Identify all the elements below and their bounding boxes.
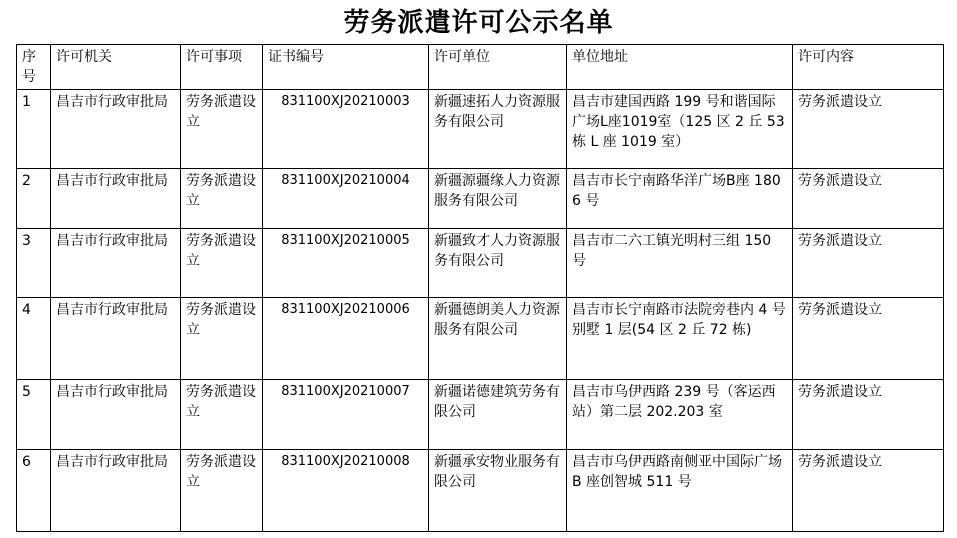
permit-table — [16, 44, 944, 532]
cell-content: 劳务派遣设立 — [793, 90, 944, 169]
table-row — [17, 380, 944, 450]
cell-unit: 新疆承安物业服务有限公司 — [429, 450, 567, 532]
cell-address: 昌吉市乌伊西路南侧亚中国际广场 B 座创智城 511 号 — [567, 450, 793, 532]
table-row — [17, 298, 944, 380]
cell-unit: 新疆源疆缘人力资源服务有限公司 — [429, 169, 567, 229]
cell-item: 劳务派遣设立 — [181, 298, 263, 380]
header-unit: 许可单位 — [429, 45, 567, 90]
header-item: 许可事项 — [181, 45, 263, 90]
cell-seq: 4 — [17, 298, 51, 380]
table-row — [17, 450, 944, 532]
cell-authority: 昌吉市行政审批局 — [51, 90, 181, 169]
header-content: 许可内容 — [793, 45, 944, 90]
header-authority: 许可机关 — [51, 45, 181, 90]
cell-unit: 新疆德朗美人力资源服务有限公司 — [429, 298, 567, 380]
cell-authority: 昌吉市行政审批局 — [51, 450, 181, 532]
cell-authority: 昌吉市行政审批局 — [51, 229, 181, 298]
table-header-row — [17, 45, 944, 90]
cell-cert: 831100XJ20210003 — [263, 90, 429, 169]
cell-item: 劳务派遣设立 — [181, 90, 263, 169]
cell-unit: 新疆速拓人力资源服务有限公司 — [429, 90, 567, 169]
cell-seq: 6 — [17, 450, 51, 532]
table-row — [17, 90, 944, 169]
cell-content: 劳务派遣设立 — [793, 450, 944, 532]
cell-content: 劳务派遣设立 — [793, 229, 944, 298]
header-cert: 证书编号 — [263, 45, 429, 90]
cell-address: 昌吉市长宁南路华洋广场B座 1806 号 — [567, 169, 793, 229]
cell-authority: 昌吉市行政审批局 — [51, 169, 181, 229]
cell-unit: 新疆致才人力资源服务有限公司 — [429, 229, 567, 298]
cell-content: 劳务派遣设立 — [793, 380, 944, 450]
table-row — [17, 229, 944, 298]
cell-cert: 831100XJ20210005 — [263, 229, 429, 298]
cell-seq: 3 — [17, 229, 51, 298]
cell-item: 劳务派遣设立 — [181, 229, 263, 298]
header-address: 单位地址 — [567, 45, 793, 90]
cell-cert: 831100XJ20210004 — [263, 169, 429, 229]
table-row — [17, 169, 944, 229]
cell-authority: 昌吉市行政审批局 — [51, 298, 181, 380]
header-seq: 序号 — [17, 45, 51, 90]
cell-cert: 831100XJ20210008 — [263, 450, 429, 532]
cell-address: 昌吉市乌伊西路 239 号（客运西站）第二层 202.203 室 — [567, 380, 793, 450]
cell-seq: 5 — [17, 380, 51, 450]
cell-seq: 1 — [17, 90, 51, 169]
cell-item: 劳务派遣设立 — [181, 450, 263, 532]
cell-address: 昌吉市建国西路 199 号和谐国际广场L座1019室（125 区 2 丘 53 栋 L 座 1019 室） — [567, 90, 793, 169]
cell-content: 劳务派遣设立 — [793, 169, 944, 229]
cell-cert: 831100XJ20210007 — [263, 380, 429, 450]
cell-unit: 新疆诺德建筑劳务有限公司 — [429, 380, 567, 450]
cell-address: 昌吉市长宁南路市法院旁巷内 4 号别墅 1 层(54 区 2 丘 72 栋) — [567, 298, 793, 380]
cell-seq: 2 — [17, 169, 51, 229]
cell-authority: 昌吉市行政审批局 — [51, 380, 181, 450]
cell-address: 昌吉市二六工镇光明村三组 150 号 — [567, 229, 793, 298]
page-title: 劳务派遣许可公示名单 — [343, 8, 614, 38]
cell-content: 劳务派遣设立 — [793, 298, 944, 380]
cell-item: 劳务派遣设立 — [181, 169, 263, 229]
cell-cert: 831100XJ20210006 — [263, 298, 429, 380]
cell-item: 劳务派遣设立 — [181, 380, 263, 450]
